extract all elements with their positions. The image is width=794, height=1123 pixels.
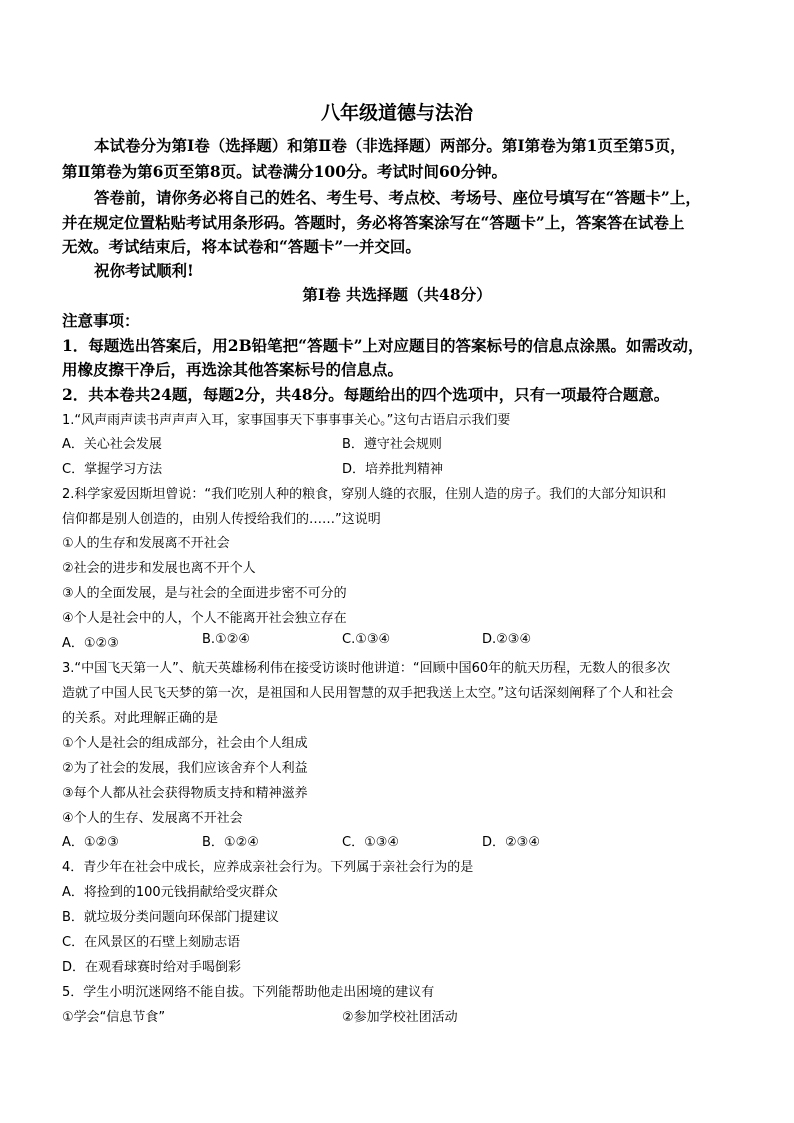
q1-stem: 1.“风声雨声读书声声声入耳，家事国事天下事事事关心。”这句古语启示我们要: [62, 413, 511, 428]
q3-option-b: B．①②④: [202, 835, 259, 850]
q2-option-b: B.①②④: [202, 632, 251, 647]
intro-line-3: 答卷前，请你务必将自己的姓名、考生号、考点校、考场号、座位号填写在“答题卡”上，: [94, 188, 701, 207]
q2-option-d: D.②③④: [482, 632, 532, 647]
q5-statement-1: ①学会“信息节食”: [62, 1010, 166, 1025]
page-title: 八年级道德与法治: [320, 102, 473, 124]
intro-line-5: 无效。考试结束后，将本试卷和“答题卡”一并交回。: [62, 237, 421, 256]
q3-statement-4: ④个人的生存、发展离不开社会: [62, 811, 243, 826]
intro-line-1: 本试卷分为第Ⅰ卷（选择题）和第Ⅱ卷（非选择题）两部分。第Ⅰ第卷为第1页至第5页，: [94, 136, 686, 155]
notes-heading: 注意事项：: [62, 311, 140, 330]
q4-option-b: B．就垃圾分类问题向环保部门提建议: [62, 910, 279, 925]
q2-option-c: C.①③④: [342, 632, 391, 647]
section-title: 第Ⅰ卷 共选择题（共48分）: [302, 285, 492, 304]
q2-statement-4: ④个人是社会中的人，个人不能离开社会独立存在: [62, 611, 347, 626]
q5-statement-2: ②参加学校社团活动: [342, 1010, 458, 1025]
q4-stem: 4．青少年在社会中成长，应养成亲社会行为。下列属于亲社会行为的是: [62, 860, 474, 875]
q4-option-d: D．在观看球赛时给对手喝倒彩: [62, 960, 242, 975]
q5-stem: 5．学生小明沉迷网络不能自拔。下列能帮助他走出困境的建议有: [62, 985, 435, 1000]
q3-option-d: D．②③④: [482, 835, 540, 850]
q4-option-a: A．将捡到的100元钱捐献给受灾群众: [62, 885, 278, 900]
q3-statement-3: ③每个人都从社会获得物质支持和精神滋养: [62, 786, 308, 801]
q2-option-a: A．①②③: [62, 636, 119, 651]
q3-option-c: C．①③④: [342, 835, 400, 850]
q2-statement-3: ③人的全面发展，是与社会的全面进步密不可分的: [62, 586, 347, 601]
q2-stem-line-1: 2.科学家爱因斯坦曾说：“我们吃别人种的粮食，穿别人缝的衣服，住别人造的房子。我们的大部分知识和: [62, 487, 667, 502]
q3-statement-2: ②为了社会的发展，我们应该舍弃个人利益: [62, 761, 308, 776]
q3-stem-line-3: 的关系。对此理解正确的是: [62, 711, 219, 726]
q2-stem-line-2: 信仰都是别人创造的，由别人传授给我们的……”这说明: [62, 512, 381, 527]
q3-stem-line-2: 造就了中国人民飞天梦的第一次，是祖国和人民用智慧的双手把我送上太空。”这句话深刻阐释了个人和社会: [62, 686, 674, 701]
note-1-line-2: 用橡皮擦干净后，再选涂其他答案标号的信息点。: [62, 360, 404, 379]
intro-line-4: 并在规定位置粘贴考试用条形码。答题时，务必将答案涂写在“答题卡”上，答案答在试卷上: [62, 213, 685, 232]
q1-option-a: A．关心社会发展: [62, 437, 162, 452]
q1-option-b: B．遵守社会规则: [342, 437, 442, 452]
q3-option-a: A．①②③: [62, 835, 119, 850]
note-1-line-1: 1．每题选出答案后，用2B铅笔把“答题卡”上对应题目的答案标号的信息点涂黑。如需改动，: [62, 336, 704, 355]
intro-line-2: 第Ⅱ第卷为第6页至第8页。试卷满分100分。考试时间60分钟。: [62, 162, 508, 181]
q3-stem-line-1: 3.“中国飞天第一人”、航天英雄杨利伟在接受访谈时他讲道：“回顾中国60年的航天历程，无数人的很多次: [62, 661, 671, 676]
q1-option-c: C．掌握学习方法: [62, 462, 163, 477]
q4-option-c: C．在风景区的石壁上刻励志语: [62, 935, 241, 950]
q3-statement-1: ①个人是社会的组成部分，社会由个人组成: [62, 736, 308, 751]
q1-option-d: D．培养批判精神: [342, 462, 444, 477]
intro-line-6: 祝你考试顺利!: [94, 261, 194, 280]
q2-statement-2: ②社会的进步和发展也离不开个人: [62, 561, 256, 576]
note-2: 2．共本卷共24题，每题2分，共48分。每题给出的四个选项中，只有一项最符合题意。: [62, 385, 670, 404]
q2-statement-1: ①人的生存和发展离不开社会: [62, 536, 230, 551]
